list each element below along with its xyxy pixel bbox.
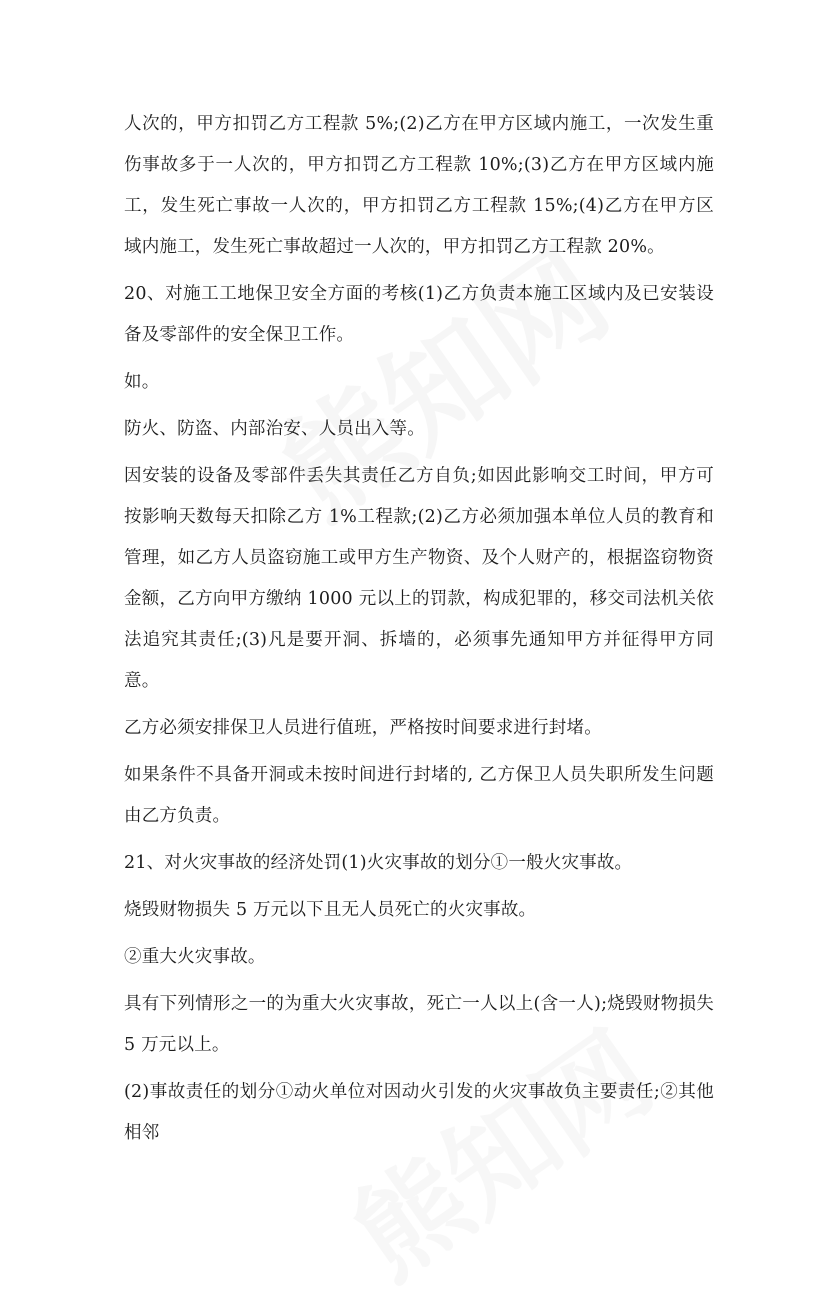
paragraph: 如果条件不具备开洞或未按时间进行封堵的, 乙方保卫人员失职所发生问题由乙方负责。 [124,765,714,826]
paragraph: 具有下列情形之一的为重大火灾事故，死亡一人以上(含一人);烧毁财物损失 5 万元以上。 [124,994,714,1055]
paragraph: 乙方必须安排保卫人员进行值班，严格按时间要求进行封堵。 [124,718,602,738]
paragraph: 烧毁财物损失 5 万元以下且无人员死亡的火灾事故。 [124,900,537,920]
paragraph: (2)事故责任的划分①动火单位对因动火引发的火灾事故负主要责任;②其他相邻 [124,1082,714,1143]
paragraph: 20、对施工工地保卫安全方面的考核(1)乙方负责本施工区域内及已安装设备及零部件的安全保卫工作。 [124,284,714,345]
paragraph: 人次的，甲方扣罚乙方工程款 5%;(2)乙方在甲方区域内施工，一次发生重伤事故多于一人次的，甲方扣罚乙方工程款 10%;(3)乙方在甲方区域内施工，发生死亡事故一人次的，甲方扣罚乙方工程款 15%;(4)乙方在甲方区域内施工，发生死亡事故超过一人次的，甲方扣罚乙方工程款 20%。 [124,114,714,257]
body-text [124,104,714,1160]
paragraph: 因安装的设备及零部件丢失其责任乙方自负;如因此影响交工时间，甲方可按影响天数每天扣除乙方 1%工程款;(2)乙方必须加强本单位人员的教育和管理，如乙方人员盗窃施工或甲方生产物资、及个人财产的，根据盗窃物资金额，乙方向甲方缴纳 1000 元以上的罚款，构成犯罪的，移交司法机关依法追究其责任;(3)凡是要开洞、拆墙的，必须事先通知甲方并征得甲方同意。 [124,466,714,691]
paragraph: 防火、防盗、内部治安、人员出入等。 [124,419,425,439]
paragraph: ②重大火灾事故。 [124,947,266,967]
paragraph: 如。 [124,372,160,392]
paragraph: 21、对火灾事故的经济处罚(1)火灾事故的划分①一般火灾事故。 [124,853,633,873]
